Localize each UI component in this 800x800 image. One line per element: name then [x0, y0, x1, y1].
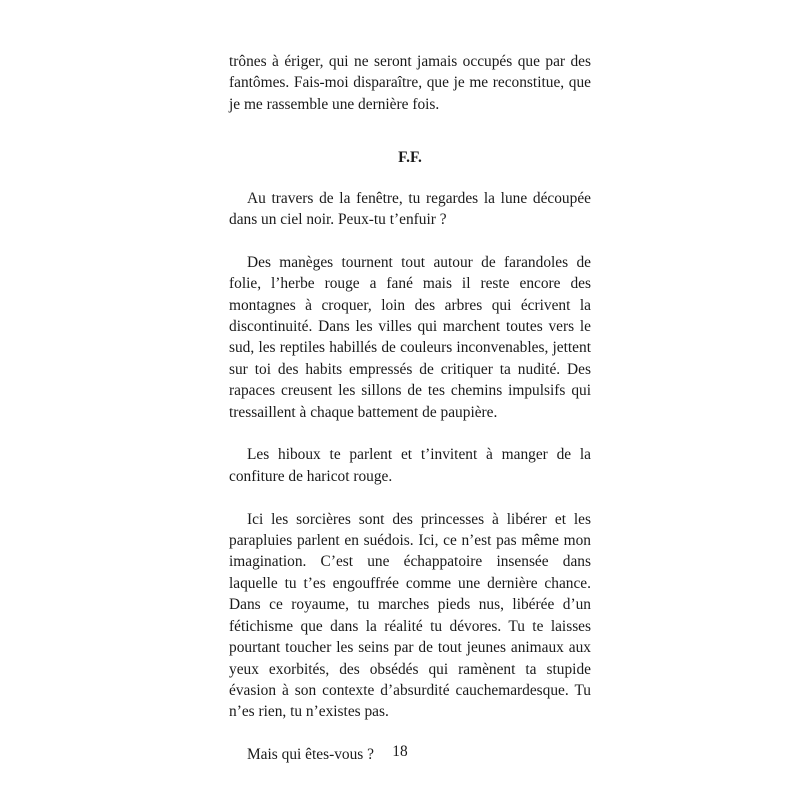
paragraph: Les hiboux te parlent et t’invitent à manger de la confiture de haricot rouge. — [229, 446, 591, 485]
continuation-paragraph: trônes à ériger, qui ne seront jamais occupés que par des fantômes. Fais-moi disparaître, que je me reconstitue, que je me rassemble une dernière fois. — [229, 53, 591, 113]
page-number: 18 — [392, 743, 408, 760]
paragraph: Des manèges tournent tout autour de farandoles de folie, l’herbe rouge a fané mais il reste encore des montagnes à croquer, loin des arbres qui écrivent la discontinuité. Dans les villes qui marchent toutes vers le sud, les reptiles habillés de couleurs inconvenables, jettent sur toi des habits empressés de critiquer ta nudité. Des rapaces creusent les sillons de tes chemins impulsifs qui tressaillent à chaque battement de paupière. — [229, 253, 591, 421]
section-title: F.F. — [398, 149, 422, 167]
paragraph: Ici les sorcières sont des princesses à libérer et les parapluies parlent en suédois. Ici, ce n’est pas même mon imagination. C’est une échappatoire insensée dans laquelle tu t’es engouffrée comme une dernière chance. Dans ce royaume, tu marches pieds nus, libérée d’un fétichisme que dans la réalité tu dévores. Tu te laisses pourtant toucher les seins par de tout jeunes animaux aux yeux exorbités, des obsédés qui ramènent ta stupide évasion à son contexte d’absurdité cauchemardesque. Tu n’es rien, tu n’existes pas. — [229, 510, 591, 721]
paragraph: Mais qui êtes-vous ? — [247, 746, 374, 764]
page-text-block — [229, 51, 591, 766]
paragraph: Au travers de la fenêtre, tu regardes la lune découpée dans un ciel noir. Peux-tu t’enfuir ? — [229, 189, 591, 229]
